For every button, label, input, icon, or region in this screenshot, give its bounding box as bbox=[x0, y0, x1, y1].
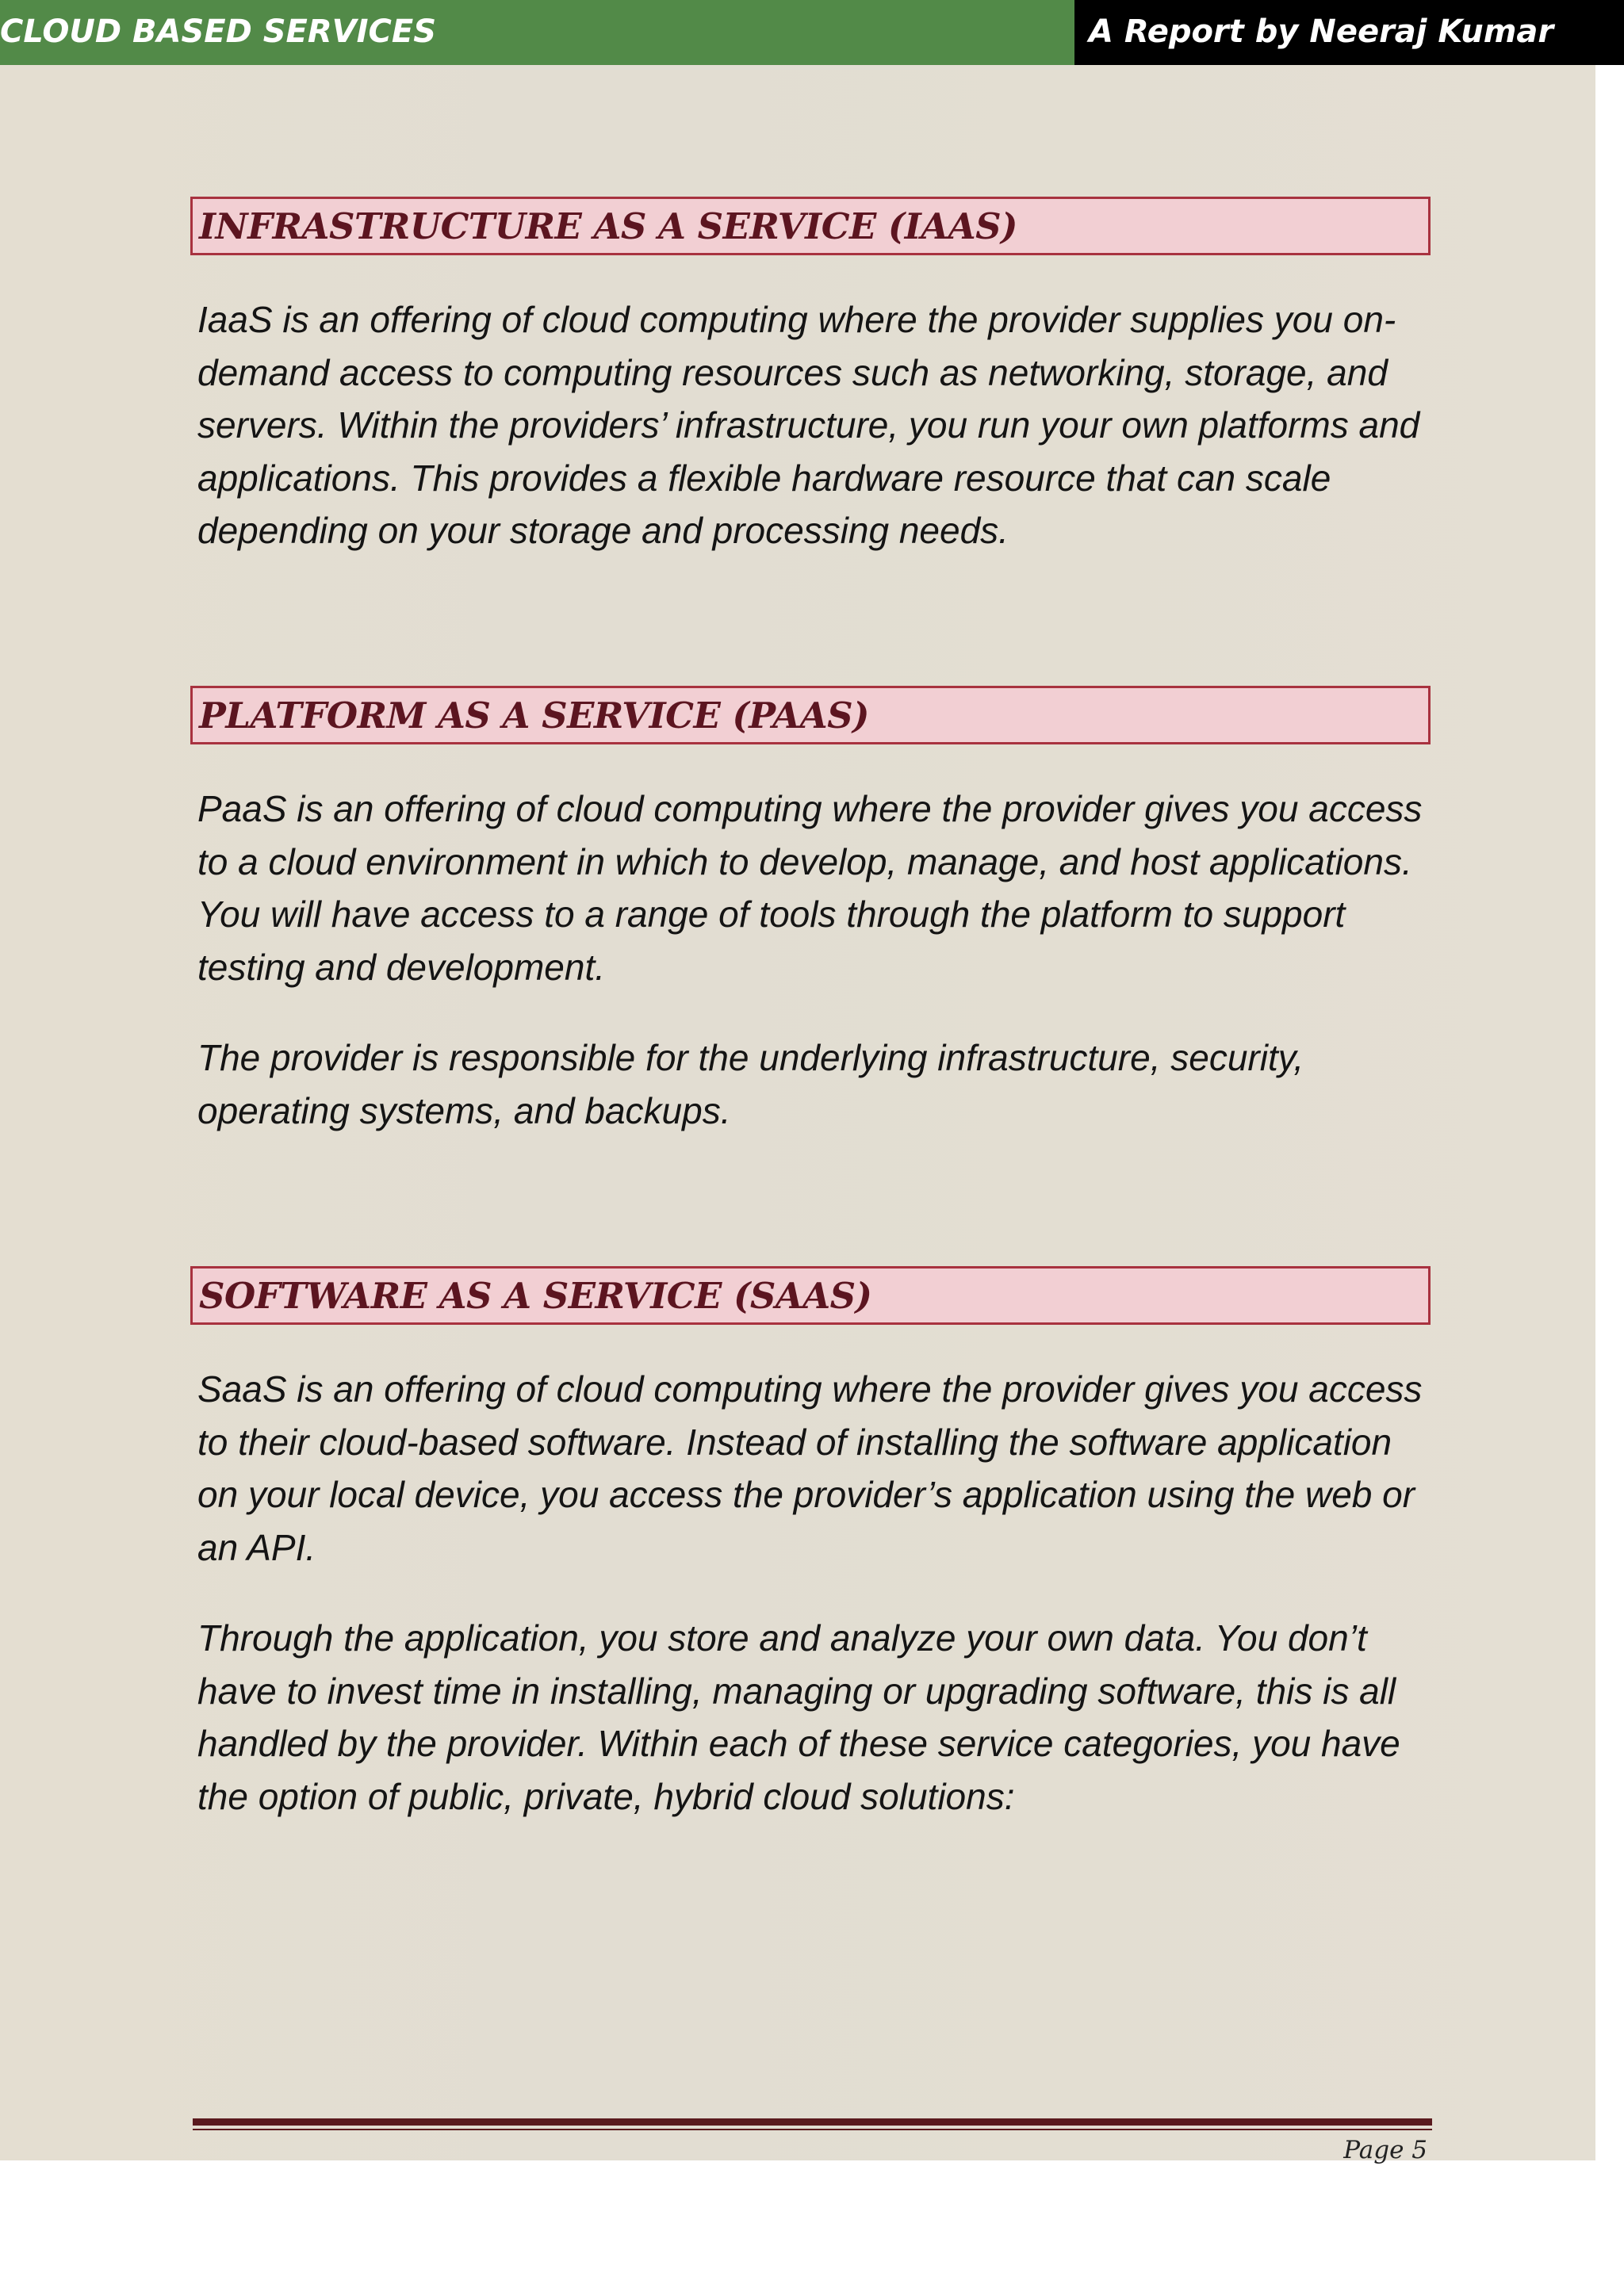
header-right-banner bbox=[1074, 0, 1624, 65]
page-number: Page 5 bbox=[1343, 2136, 1427, 2164]
paragraph-saas-description: SaaS is an offering of cloud computing where the provider gives you access to their cloud-based software. Instead of installing the software application on your local device, you access the provider’s application using the web or an API. bbox=[197, 1368, 1423, 1568]
header-left-banner bbox=[0, 0, 1074, 65]
section-heading-saas bbox=[190, 1266, 1431, 1325]
section-heading-iaas bbox=[190, 197, 1431, 255]
footer-divider-thin bbox=[193, 2129, 1432, 2130]
section-heading-text: PLATFORM AS A SERVICE (PAAS) bbox=[199, 695, 869, 737]
paragraph-saas-usage: Through the application, you store and analyze your own data. You don’t have to invest time in installing, managing or upgrading software, this is all handled by the provider. Within each of these service categories, you have the option of public, private, hybrid cloud solutions: bbox=[197, 1617, 1400, 1817]
footer-divider-thick bbox=[193, 2118, 1432, 2126]
header-author-credit: A Report by Neeraj Kumar bbox=[1089, 13, 1554, 50]
paragraph-paas-responsibility: The provider is responsible for the underlying infrastructure, security, operating systems, and backups. bbox=[197, 1037, 1304, 1131]
header-document-title: CLOUD BASED SERVICES bbox=[0, 13, 436, 50]
section-heading-text: SOFTWARE AS A SERVICE (SAAS) bbox=[199, 1275, 872, 1317]
paragraph-iaas-description: IaaS is an offering of cloud computing where the provider supplies you on-demand access to computing resources such as networking, storage, and servers. Within the providers’ infrastructure, you run your own platforms and applications. This provides a flexible hardware resource that can scale depending on your storage and processing needs. bbox=[197, 299, 1420, 551]
section-heading-paas bbox=[190, 686, 1431, 744]
section-heading-text: INFRASTRUCTURE AS A SERVICE (IAAS) bbox=[199, 205, 1017, 247]
paragraph-paas-description: PaaS is an offering of cloud computing where the provider gives you access to a cloud environment in which to develop, manage, and host applications. You will have access to a range of tools through the platform to support testing and development. bbox=[197, 788, 1423, 988]
